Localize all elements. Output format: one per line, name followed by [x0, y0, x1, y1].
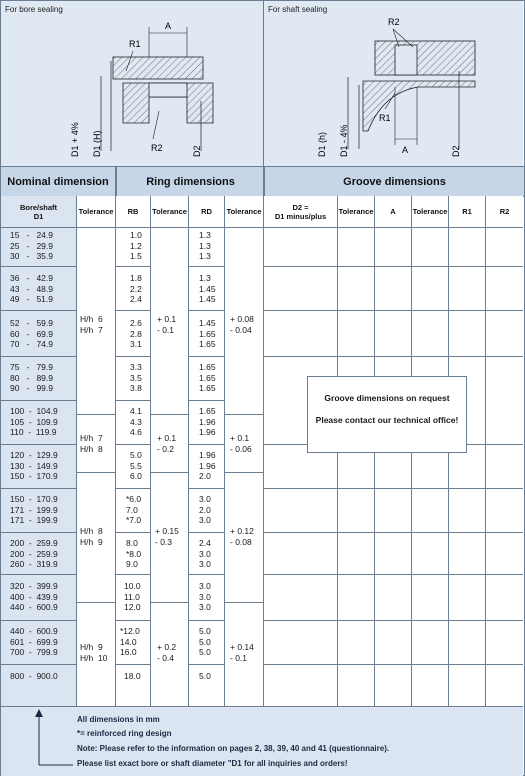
footer-line3: Note: Please refer to the information on pages 2, 38, 39, 40 and 41 (questionnaire).: [77, 744, 390, 753]
row-separator: [189, 488, 224, 489]
notice-line1: Groove dimensions on request: [324, 393, 450, 403]
bore-sealing-drawing: [1, 1, 263, 166]
drawings-panel: [1, 1, 523, 166]
r1-label: R1: [129, 39, 141, 49]
row-separator: [116, 310, 150, 311]
groove-request-notice: [307, 376, 467, 453]
shaft-sealing-caption: For shaft sealing: [268, 5, 328, 14]
bore-tolerance-cell: H/h 8 H/h 9: [80, 526, 103, 547]
rb-cell: 4.1 4.3 4.6: [130, 406, 142, 437]
d1h-label: D1 (H): [92, 130, 102, 157]
rd-cell: 1.45 1.65 1.65: [199, 318, 216, 349]
nominal-cell: 52 - 59.9 60 - 69.9 70 - 74.9: [10, 318, 53, 349]
tolerance-separator: [151, 602, 188, 603]
row-separator: [116, 532, 150, 533]
row-separator: [1, 574, 76, 575]
shaft-dim-a-label: A: [402, 145, 409, 155]
groove-row-separator: [264, 574, 523, 575]
grid-line: [188, 196, 189, 706]
bore-tolerance-header: Tolerance: [77, 196, 115, 228]
shaft-r1-label: R1: [379, 113, 391, 123]
rb-tolerance-cell: + 0.1 - 0.1: [157, 314, 177, 335]
bore-shaft-label: Bore/shaft: [19, 202, 58, 212]
nominal-cell: 100 - 104.9 105 - 109.9 110 - 119.9: [10, 406, 58, 437]
row-separator: [116, 266, 150, 267]
row-separator: [189, 266, 224, 267]
nominal-dimension-header: Nominal dimension: [1, 166, 115, 197]
notice-line2: Please contact our technical office!: [315, 415, 459, 425]
row-separator: [116, 620, 150, 621]
shaft-d1-minus-label: D1 - 4%: [339, 124, 349, 157]
row-separator: [1, 400, 76, 401]
row-separator: [116, 488, 150, 489]
d2-tolerance-header: Tolerance: [338, 196, 374, 228]
row-separator: [1, 664, 76, 665]
rd-cell: 2.4 3.0 3.0: [199, 538, 211, 569]
rd-cell: 5.0: [199, 671, 211, 681]
groove-row-separator: [264, 488, 523, 489]
shaft-d1h-label: D1 (h): [317, 131, 327, 157]
rb-cell: 8.0 *8.0 9.0: [126, 538, 142, 569]
r2-header: R2: [486, 196, 523, 228]
nominal-cell: 800 - 900.0: [10, 671, 58, 681]
rb-cell: 1.8 2.2 2.4: [130, 273, 142, 304]
row-separator: [116, 400, 150, 401]
rb-header: RB: [116, 196, 150, 228]
d2-label: D2: [192, 145, 202, 157]
r2-label: R2: [151, 143, 163, 153]
groove-row-separator: [264, 532, 523, 533]
rd-cell: 3.0 2.0 3.0: [199, 494, 211, 525]
grid-line: [263, 166, 264, 706]
row-separator: [189, 400, 224, 401]
nominal-cell: 15 - 24.9 25 - 29.9 30 - 35.9: [10, 230, 53, 261]
rd-cell: 1.3 1.3 1.3: [199, 230, 211, 261]
r1-header: R1: [449, 196, 485, 228]
ring-dimensions-header: Ring dimensions: [116, 166, 264, 197]
d2-line2: D1 minus/plus: [274, 211, 327, 221]
shaft-d2-label: D2: [451, 145, 461, 157]
rd-tolerance-cell: + 0.12 - 0.08: [230, 526, 254, 547]
tolerance-separator: [225, 472, 263, 473]
rd-cell: 3.0 3.0 3.0: [199, 581, 211, 612]
row-separator: [189, 356, 224, 357]
groove-row-separator: [264, 266, 523, 267]
d1-label: D1: [33, 211, 44, 221]
d2-line1: D2 =: [292, 202, 309, 212]
nominal-cell: 120 - 129.9 130 - 149.9 150 - 170.9: [10, 450, 58, 481]
row-separator: [1, 266, 76, 267]
nominal-cell: 200 - 259.9 200 - 259.9 260 - 319.9: [10, 538, 58, 569]
rb-cell: 10.0 11.0 12.0: [124, 581, 141, 612]
footer-line4: Please list exact bore or shaft diameter "D1 for all inquiries and orders!: [77, 759, 348, 768]
rd-cell: 1.3 1.45 1.45: [199, 273, 216, 304]
a-tolerance-header: Tolerance: [412, 196, 448, 228]
rb-cell: *12.0 14.0 16.0: [120, 626, 140, 657]
tolerance-separator: [151, 414, 188, 415]
nominal-cell: 36 - 42.9 43 - 48.9 49 - 51.9: [10, 273, 53, 304]
grid-line: [150, 196, 151, 706]
grid-line: [224, 196, 225, 706]
bore-shaft-header: [1, 196, 76, 228]
row-separator: [189, 310, 224, 311]
row-separator: [1, 356, 76, 357]
rb-tolerance-cell: + 0.2 - 0.4: [157, 642, 177, 663]
row-separator: [116, 356, 150, 357]
groove-dimensions-header: Groove dimensions: [264, 166, 524, 197]
row-separator: [189, 444, 224, 445]
nominal-cell: 440 - 600.9 601 - 699.9 700 - 799.9: [10, 626, 58, 657]
row-separator: [189, 532, 224, 533]
tolerance-separator: [77, 414, 115, 415]
tolerance-separator: [77, 472, 115, 473]
nominal-cell: 150 - 170.9 171 - 199.9 171 - 199.9: [10, 494, 58, 525]
row-separator: [189, 620, 224, 621]
grid-line: [115, 166, 116, 706]
tolerance-separator: [77, 602, 115, 603]
rb-cell: 2.6 2.8 3.1: [130, 318, 142, 349]
row-separator: [116, 574, 150, 575]
groove-row-separator: [264, 310, 523, 311]
bore-tolerance-cell: H/h 7 H/h 8: [80, 433, 103, 454]
rb-tolerance-cell: + 0.1 - 0.2: [157, 433, 177, 454]
rd-tolerance-cell: + 0.1 - 0.06: [230, 433, 252, 454]
bore-tolerance-cell: H/h 6 H/h 7: [80, 314, 103, 335]
rd-tolerance-cell: + 0.14 - 0.1: [230, 642, 254, 663]
rb-tolerance-cell: + 0.15 - 0.3: [155, 526, 179, 547]
footer-notes: [1, 706, 523, 776]
row-separator: [1, 532, 76, 533]
rd-header: RD: [189, 196, 224, 228]
footer-line2: *= reinforced ring design: [77, 729, 172, 738]
rd-tolerance-header: Tolerance: [225, 196, 263, 228]
tolerance-separator: [225, 602, 263, 603]
groove-row-separator: [264, 356, 523, 357]
rd-cell: 1.96 1.96 2.0: [199, 450, 216, 481]
a-header: A: [375, 196, 411, 228]
d2-header: [264, 196, 337, 228]
row-separator: [116, 664, 150, 665]
rb-tolerance-header: Tolerance: [151, 196, 188, 228]
row-separator: [189, 574, 224, 575]
footer-arrow-icon: [1, 707, 81, 776]
rb-cell: 3.3 3.5 3.8: [130, 362, 142, 393]
rd-cell: 1.65 1.96 1.96: [199, 406, 216, 437]
dim-a-label: A: [165, 21, 172, 31]
tolerance-separator: [225, 414, 263, 415]
row-separator: [116, 444, 150, 445]
nominal-cell: 75 - 79.9 80 - 89.9 90 - 99.9: [10, 362, 53, 393]
d1-plus-label: D1 + 4%: [70, 122, 80, 157]
row-separator: [1, 620, 76, 621]
grid-line: [76, 196, 77, 706]
grid-line: [485, 196, 486, 706]
rd-tolerance-cell: + 0.08 - 0.04: [230, 314, 254, 335]
row-separator: [1, 488, 76, 489]
row-separator: [1, 444, 76, 445]
nominal-cell: 320 - 399.9 400 - 439.9 440 - 600.9: [10, 581, 58, 612]
rd-cell: 5.0 5.0 5.0: [199, 626, 211, 657]
footer-line1: All dimensions in mm: [77, 715, 160, 724]
rb-cell: 18.0: [124, 671, 141, 681]
bore-tolerance-cell: H/h 9 H/h 10: [80, 642, 108, 663]
shaft-sealing-drawing: [263, 1, 523, 166]
rb-cell: 5.0 5.5 6.0: [130, 450, 142, 481]
row-separator: [189, 664, 224, 665]
row-separator: [1, 310, 76, 311]
rb-cell: *6.0 7.0 *7.0: [126, 494, 142, 525]
groove-row-separator: [264, 664, 523, 665]
tolerance-separator: [151, 472, 188, 473]
shaft-r2-label: R2: [388, 17, 400, 27]
rd-cell: 1.65 1.65 1.65: [199, 362, 216, 393]
bore-sealing-caption: For bore sealing: [5, 5, 63, 14]
rb-cell: 1.0 1.2 1.5: [130, 230, 142, 261]
groove-row-separator: [264, 620, 523, 621]
